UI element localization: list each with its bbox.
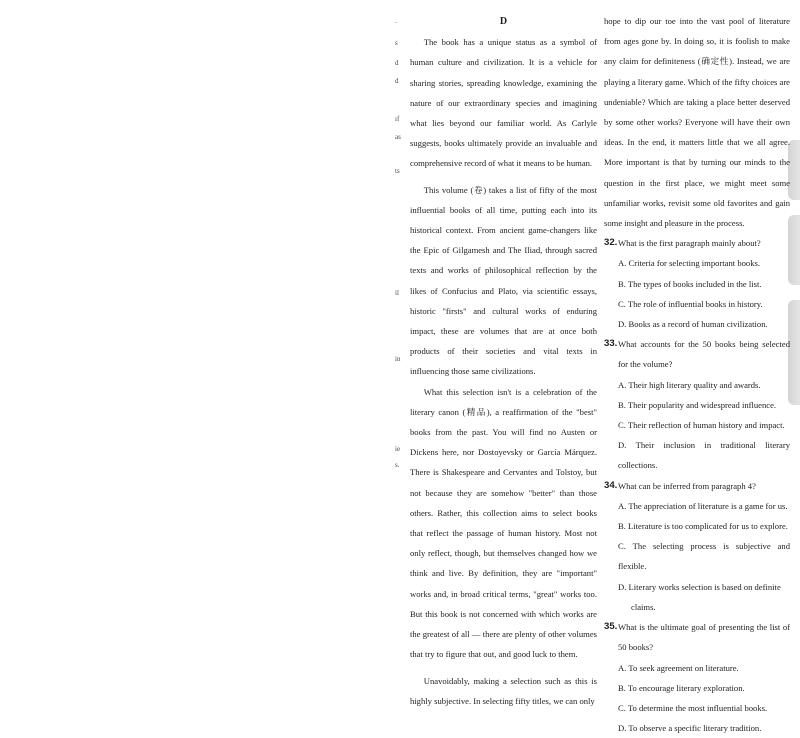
question	[604, 233, 790, 334]
question-number: 35.	[604, 621, 618, 633]
answer-option: A. Their high literary quality and awards.	[618, 379, 761, 390]
passage-paragraph: The book has a unique status as a symbol of human culture and civilization. It is a vehicle for sharing stories, spreading knowledge, examining the nature of our extraordinary species and imagining what lies beyond our familiar world. As Carlyle suggests, books ultimately provide an invaluable and comprehensive record of what it means to be human.	[410, 37, 597, 169]
fringe-text: in	[395, 355, 401, 363]
answer-option: D. To observe a specific literary tradition.	[618, 723, 762, 734]
answer-option: B. To encourage literary exploration.	[618, 682, 745, 693]
question-number: 34.	[604, 479, 618, 491]
answer-option: B. Their popularity and widespread influence.	[618, 399, 777, 410]
fringe-text: as	[395, 133, 401, 141]
question	[604, 617, 790, 738]
answer-option-continued: claims.	[631, 601, 656, 612]
answer-option: B. Literature is too complicated for us to explore.	[618, 521, 788, 532]
question-stem: What is the ultimate goal of presenting the list of 50 books?	[618, 622, 790, 653]
answer-option: C. To determine the most influential books.	[618, 702, 768, 713]
question-number: 32.	[604, 237, 618, 249]
answer-option: A. Criteria for selecting important books.	[618, 258, 761, 269]
fringe-text: s	[395, 39, 398, 47]
questions-column	[604, 11, 790, 738]
passage-paragraph: What this selection isn't is a celebration of the literary canon (精品), a reaffirmation of the "best" books from the past. You will find no Austen or Dickens here, nor Dostoyevsky or García Márquez. There is Shakespeare and Cervantes and Tolstoy, but not because they are somehow "better" than those others. Rather, this collection aims to select books that reflect the passage of human history. Most not only reflect, though, but themselves changed how we think and live. By definition, they are "important" works and, in broad critical terms, "great" works too. But this book is not concerned with which works are the greatest of all — there are plenty of other volumes that try to figure that out, and good luck to them.	[410, 386, 597, 660]
answer-option: A. To seek agreement on literature.	[618, 662, 739, 673]
passage-paragraph: Unavoidably, making a selection such as this is highly subjective. In selecting fifty titles, we can only	[410, 675, 597, 706]
fringe-text: ts	[395, 167, 400, 175]
answer-option: D. Literary works selection is based on definite	[618, 581, 781, 592]
passage-paragraph: This volume (卷) takes a list of fifty of the most influential books of all time, putting each into its historical context. From ancient game-changers like the Epic of Gilgamesh and The Iliad, through sacred texts and works of philosophical reflection by the likes of Confucius and Plato, via scientific essays, historic "firsts" and cultural works of enduring impact, these are volumes that are at once both products of their societies and vital texts in influencing those same civilizations.	[410, 184, 597, 377]
question	[604, 334, 790, 475]
question-number: 33.	[604, 338, 618, 350]
passage-column	[410, 12, 597, 711]
fringe-text: s.	[395, 461, 400, 469]
answer-option: D. Their inclusion in traditional literary collections.	[618, 440, 790, 471]
fringe-text: d	[395, 77, 399, 85]
fringe-text: ıf	[395, 115, 400, 123]
answer-option: C. The selecting process is subjective and flexible.	[618, 541, 790, 572]
fringe-text: ie	[395, 445, 401, 453]
question	[604, 476, 790, 617]
answer-option: B. The types of books included in the list.	[618, 278, 762, 289]
question-stem: What can be inferred from paragraph 4?	[618, 480, 756, 491]
answer-option: D. Books as a record of human civilization.	[618, 319, 768, 330]
passage-paragraph: hope to dip our toe into the vast pool of literature from ages gone by. In doing so, it is foolish to make any claim for definiteness (确定性). Instead, we are playing a literary game. Which of the fifty choices are undeniable? Which are taking a place better deserved by some other works? Everyone will have their own ideas. In the end, it matters little that we all agree. More important is that by turning our minds to the question in the first place, we might meet some unfamiliar works, revisit some old favorites and gain some insight and pleasure in the process.	[604, 16, 790, 229]
question-stem: What accounts for the 50 books being selected for the volume?	[618, 339, 790, 370]
answer-option: C. Their reflection of human history and impact.	[618, 420, 785, 431]
fringe-text: `	[395, 21, 398, 29]
question-stem: What is the first paragraph mainly about?	[618, 238, 761, 249]
fringe-text: d	[395, 59, 399, 67]
section-title: D	[499, 16, 508, 27]
answer-option: C. The role of influential books in history.	[618, 298, 763, 309]
fringe-text: il	[395, 289, 399, 297]
answer-option: A. The appreciation of literature is a game for us.	[618, 500, 788, 511]
